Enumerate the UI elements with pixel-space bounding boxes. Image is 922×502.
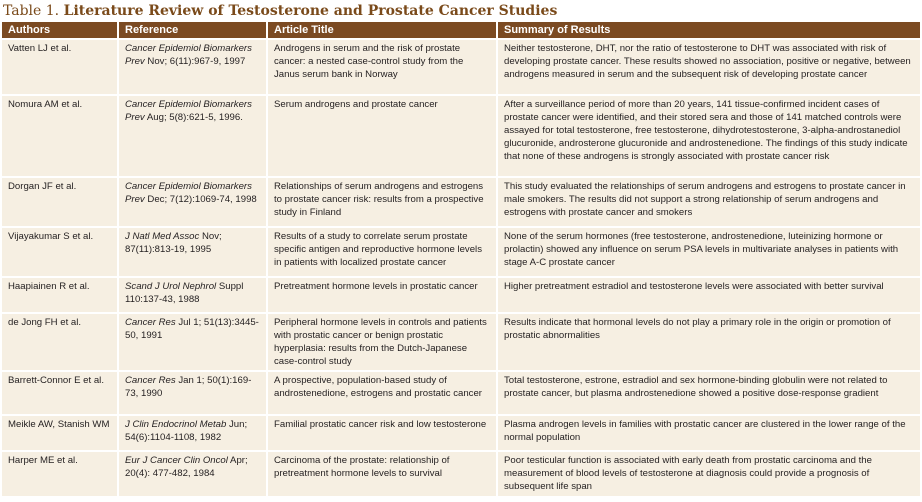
article-title-cell: Androgens in serum and the risk of prostate cancer: a nested case-control study from the Janus serum bank in Norway	[268, 40, 496, 94]
reference-details: Nov; 87(11):813-19, 1995	[125, 231, 222, 255]
table-caption-label: Table 1.	[3, 3, 60, 19]
table-row	[2, 278, 920, 312]
reference-cell	[119, 372, 266, 414]
summary-cell: Plasma androgen levels in families with prostatic cancer are clustered in the lower range of the normal population	[498, 416, 920, 450]
article-title-cell: Results of a study to correlate serum prostate specific antigen and reproductive hormone levels in patients with localized prostate cancer	[268, 228, 496, 276]
author-cell: Harper ME et al.	[2, 452, 117, 496]
reference-journal: J Clin Endocrinol Metab	[125, 419, 227, 430]
reference-journal: Cancer Res	[125, 375, 176, 386]
reference-cell	[119, 40, 266, 94]
reference-cell	[119, 314, 266, 370]
header-row	[2, 22, 920, 38]
summary-cell: Results indicate that hormonal levels do not play a primary role in the origin or promotion of prostatic abnormalities	[498, 314, 920, 370]
article-title-cell: Serum androgens and prostate cancer	[268, 96, 496, 176]
article-title-cell: Carcinoma of the prostate: relationship of pretreatment hormone levels to survival	[268, 452, 496, 496]
author-cell: Vijayakumar S et al.	[2, 228, 117, 276]
author-cell: Meikle AW, Stanish WM	[2, 416, 117, 450]
column-header-reference: Reference	[119, 22, 266, 38]
reference-journal: Eur J Cancer Clin Oncol	[125, 455, 228, 466]
reference-details: Jun; 54(6):1104-1108, 1982	[125, 419, 248, 443]
table-row	[2, 416, 920, 450]
table-row	[2, 314, 920, 370]
article-title-cell: Peripheral hormone levels in controls and patients with prostatic cancer or benign prostatic hyperplasia: results from the Dutch-Japanese case-control study	[268, 314, 496, 370]
table-row	[2, 372, 920, 414]
reference-journal: Cancer Res	[125, 317, 176, 328]
article-title-cell: Relationships of serum androgens and estrogens to prostate cancer risk: results from a prospective study in Finland	[268, 178, 496, 226]
reference-details: Apr; 20(4): 477-482, 1984	[125, 455, 248, 479]
table-row	[2, 178, 920, 226]
summary-cell: Poor testicular function is associated with early death from prostatic carcinoma and the measurement of blood levels of testosterone at diagnosis could provide a prognosis of subsequent life span	[498, 452, 920, 496]
reference-details: Dec; 7(12):1069-74, 1998	[144, 194, 257, 205]
reference-details: Jul 1; 51(13):3445-50, 1991	[125, 317, 259, 341]
reference-details: Nov; 6(11):967-9, 1997	[144, 56, 246, 67]
reference-cell	[119, 452, 266, 496]
column-header-authors: Authors	[2, 22, 117, 38]
reference-journal: Cancer Epidemiol Biomarkers Prev	[125, 43, 252, 67]
summary-cell: After a surveillance period of more than 20 years, 141 tissue-confirmed incident cases of prostate cancer were identified, and their stored sera and those of 141 matched controls were assayed for total testosterone, free testosterone, dihydrotestosterone, 3-alpha-androstanediol glucuronide, androsterone glucuronide and androstenedione. The findings of this study indicate that none of these androgens is strongly associated with prostate cancer risk	[498, 96, 920, 176]
summary-cell: Neither testosterone, DHT, nor the ratio of testosterone to DHT was associated with risk of developing prostate cancer. These results showed no association, positive or negative, between androgens measured in serum and the subsequent risk of developing prostate cancer	[498, 40, 920, 94]
author-cell: Barrett-Connor E et al.	[2, 372, 117, 414]
reference-journal: Cancer Epidemiol Biomarkers Prev	[125, 99, 252, 123]
author-cell: Vatten LJ et al.	[2, 40, 117, 94]
summary-cell: Total testosterone, estrone, estradiol and sex hormone-binding globulin were not related to prostate cancer, but plasma androstenedione showed a positive dose-response gradient	[498, 372, 920, 414]
table-row	[2, 452, 920, 496]
table-caption-text: Literature Review of Testosterone and Prostate Cancer Studies	[63, 3, 558, 19]
reference-cell	[119, 416, 266, 450]
table-caption	[0, 0, 922, 22]
reference-journal: Scand J Urol Nephrol	[125, 281, 217, 292]
summary-cell: None of the serum hormones (free testosterone, androstenedione, luteinizing hormone or prolactin) showed any influence on serum PSA levels in multivariate analyses in patients with stage A-C prostate cancer	[498, 228, 920, 276]
reference-cell	[119, 178, 266, 226]
author-cell: Haapiainen R et al.	[2, 278, 117, 312]
article-title-cell: A prospective, population-based study of androstenedione, estrogens and prostatic cancer	[268, 372, 496, 414]
reference-details: Aug; 5(8):621-5, 1996.	[144, 112, 243, 123]
reference-cell	[119, 228, 266, 276]
article-title-cell: Pretreatment hormone levels in prostatic cancer	[268, 278, 496, 312]
table-row	[2, 40, 920, 94]
literature-table	[0, 20, 922, 498]
reference-details: Jan 1; 50(1):169-73, 1990	[125, 375, 252, 399]
author-cell: Dorgan JF et al.	[2, 178, 117, 226]
reference-journal: J Natl Med Assoc	[125, 231, 200, 242]
column-header-summary: Summary of Results	[498, 22, 920, 38]
author-cell: Nomura AM et al.	[2, 96, 117, 176]
reference-details: Suppl 110:137-43, 1988	[125, 281, 244, 305]
summary-cell: Higher pretreatment estradiol and testosterone levels were associated with better survival	[498, 278, 920, 312]
column-header-article-title: Article Title	[268, 22, 496, 38]
reference-journal: Cancer Epidemiol Biomarkers Prev	[125, 181, 252, 205]
table-row	[2, 96, 920, 176]
reference-cell	[119, 96, 266, 176]
article-title-cell: Familial prostatic cancer risk and low testosterone	[268, 416, 496, 450]
reference-cell	[119, 278, 266, 312]
table-row	[2, 228, 920, 276]
author-cell: de Jong FH et al.	[2, 314, 117, 370]
summary-cell: This study evaluated the relationships of serum androgens and estrogens to prostate cancer in male smokers. The results did not support a strong relationship of serum androgens and estrogens with prostate cancer and smokers	[498, 178, 920, 226]
